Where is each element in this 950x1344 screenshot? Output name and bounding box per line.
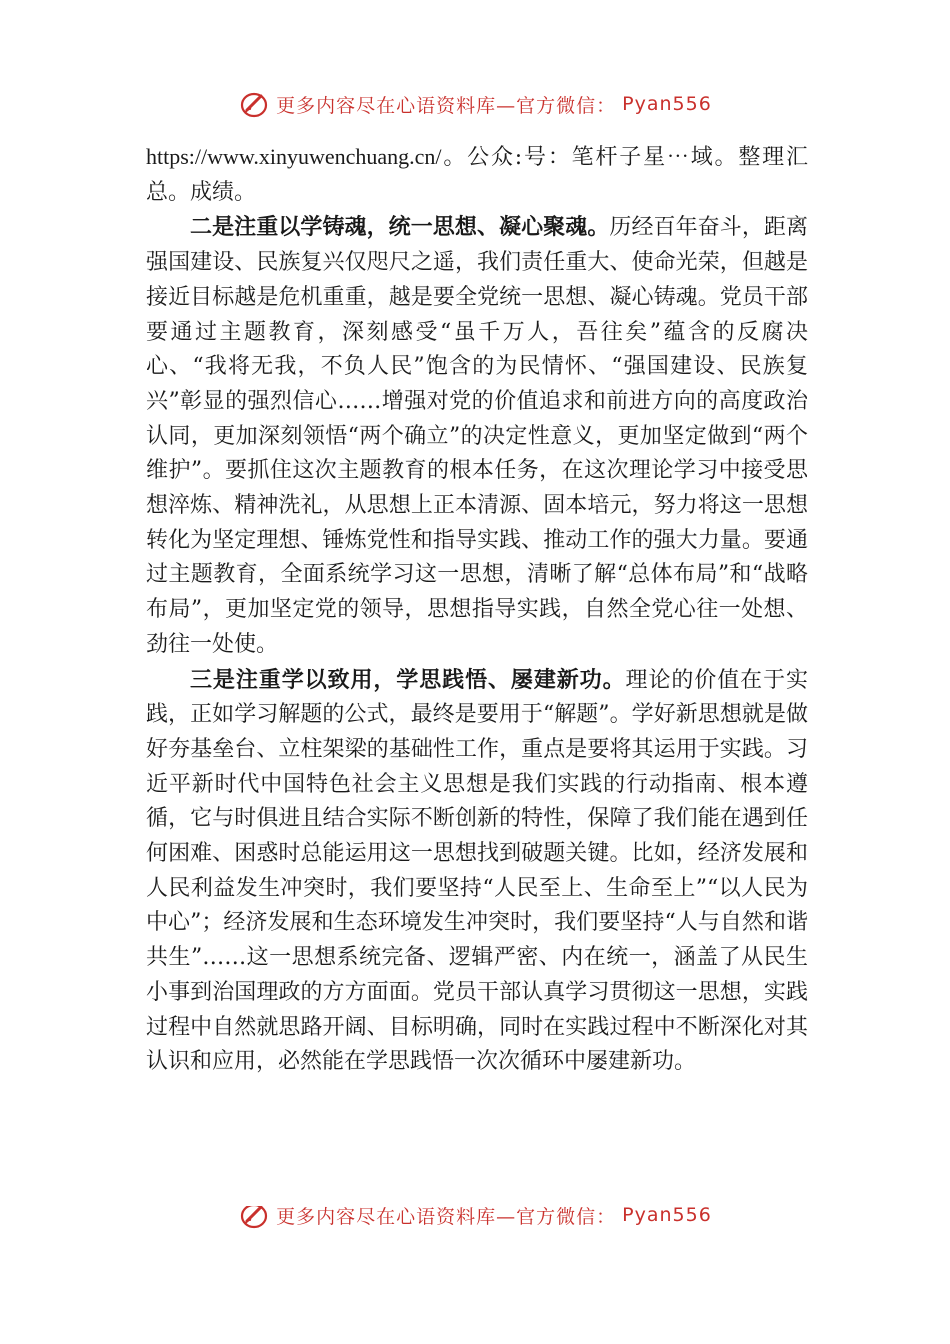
section-lead: 二是注重以学铸魂，统一思想、凝心聚魂。 bbox=[190, 214, 610, 241]
watermark-code: Pyan556 bbox=[622, 93, 712, 115]
intro-text: 。公众:号：笔杆子星⋯域。整理汇总。成绩。 bbox=[146, 145, 808, 205]
document-body bbox=[146, 140, 808, 1080]
header-watermark bbox=[0, 84, 950, 124]
watermark-text: 更多内容尽在心语资料库—官方微信： bbox=[276, 1206, 617, 1228]
watermark-text: 更多内容尽在心语资料库—官方微信： bbox=[276, 94, 617, 117]
section-paragraph bbox=[146, 663, 808, 1080]
intro-paragraph bbox=[146, 140, 808, 210]
section-body: 历经百年奋斗，距离强国建设、民族复兴仅咫尺之遥，我们责任重大、使命光荣，但越是接近目标越是危机重重，越是要全党统一思想、凝心铸魂。党员干部要通过主题教育，深刻感受“虽千万人，吾往矣”蕴含的反腐决心、“我将无我，不负人民”饱含的为民情怀、“强国建设、民族复兴”彰显的强烈信心……增强对党的价值追求和前进方向的高度政治认同，更加深刻领悟“两个确立”的决定性意义，更加坚定做到“两个维护”。要抓住这次主题教育的根本任务，在这次理论学习中接受思想淬炼、精神洗礼，从思想上正本清源、固本培元，努力将这一思想转化为坚定理想、锤炼党性和指导实践、推动工作的强大力量。要通过主题教育，全面系统学习这一思想，清晰了解“总体布局”和“战略布局”，更加坚定党的领导，思想指导实践，自然全党心往一处想、劲往一处使。 bbox=[146, 215, 808, 657]
footer-watermark bbox=[0, 1206, 950, 1238]
brush-logo-icon bbox=[238, 88, 270, 120]
section-lead: 三是注重学以致用，学思践悟、屡建新功。 bbox=[190, 666, 626, 693]
brush-logo-icon bbox=[238, 1206, 270, 1231]
section-paragraph bbox=[146, 210, 808, 662]
source-url: https://www.xinyuwenchuang.cn/ bbox=[146, 144, 442, 169]
section-body: 理论的价值在于实践，正如学习解题的公式，最终是要用于“解题”。学好新思想就是做好夯基垒台、立柱架梁的基础性工作，重点是要将其运用于实践。习近平新时代中国特色社会主义思想是我们实践的行动指南、根本遵循，它与时俱进且结合实际不断创新的特性，保障了我们能在遇到任何困难、困惑时总能运用这一思想找到破题关键。比如，经济发展和人民利益发生冲突时，我们要坚持“人民至上、生命至上”“以人民为中心”；经济发展和生态环境发生冲突时，我们要坚持“人与自然和谐共生”……这一思想系统完备、逻辑严密、内在统一，涵盖了从民生小事到治国理政的方方面面。党员干部认真学习贯彻这一思想，实践过程中自然就思路开阔、目标明确，同时在实践过程中不断深化对其认识和应用，必然能在学思践悟一次次循环中屡建新功。 bbox=[146, 667, 808, 1075]
watermark-code: Pyan556 bbox=[622, 1206, 712, 1226]
